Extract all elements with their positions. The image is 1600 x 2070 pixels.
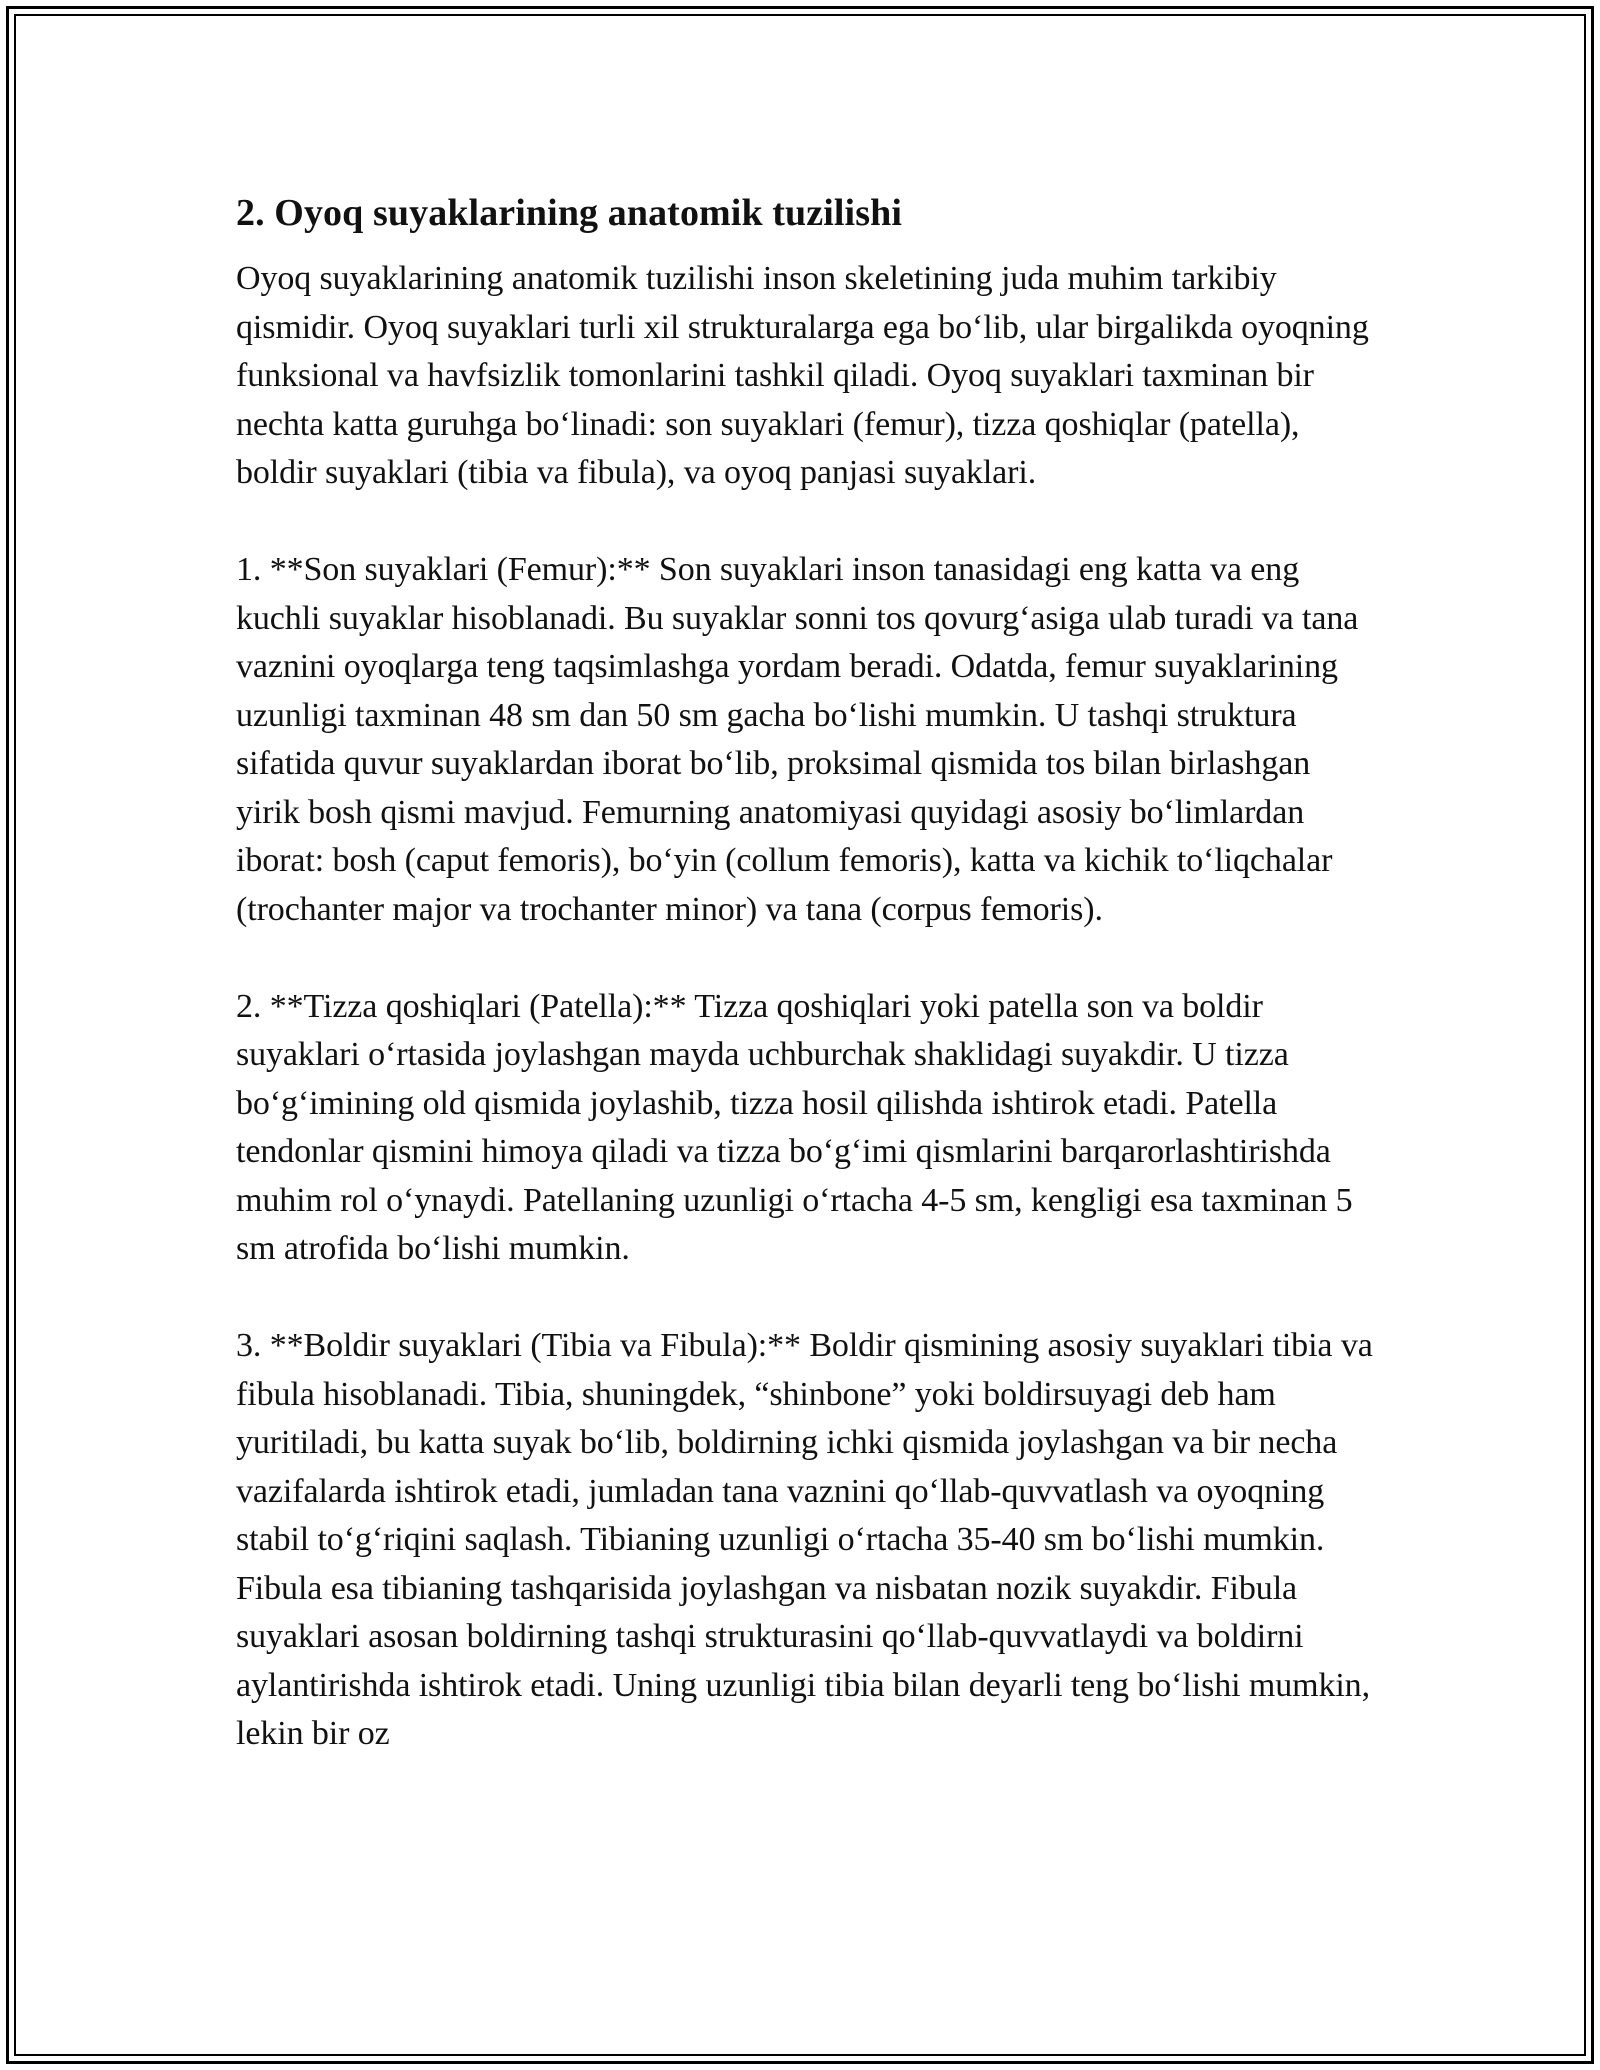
paragraph-intro: Oyoq suyaklarining anatomik tuzilishi inson skeletining juda muhim tarkibiy qismidir. Oyoq suyaklari turli xil strukturalarga ega bo‘lib, ular birgalikda oyoqning funksional va havfsizlik tomonlarini tashkil qiladi. Oyoq suyaklari taxminan bir nechta katta guruhga bo‘linadi: son suyaklari (femur), tizza qoshiqlar (patella), boldir suyaklari (tibia va fibula), va oyoq panjasi suyaklari. [236, 260, 1369, 491]
paragraph-patella: 2. **Tizza qoshiqlari (Patella):** Tizza qoshiqlari yoki patella son va boldir suyaklari o‘rtasida joylashgan mayda uchburchak shaklidagi suyakdir. U tizza bo‘g‘imining old qismida joylashib, tizza hosil qilishda ishtirok etadi. Patella tendonlar qismini himoya qiladi va tizza bo‘g‘imi qismlarini barqarorlashtirishda muhim rol o‘ynaydi. Patellaning uzunligi o‘rtacha 4-5 sm, kengligi esa taxminan 5 sm atrofida bo‘lishi mumkin. [236, 987, 1353, 1267]
document-body [236, 183, 1376, 1807]
paragraph-tibia-fibula: 3. **Boldir suyaklari (Tibia va Fibula):** Boldir qismining asosiy suyaklari tibia va fibula hisoblanadi. Tibia, shuningdek, “shinbone” yoki boldirsuyagi deb ham yuritiladi, bu katta suyak bo‘lib, boldirning ichki qismida joylashgan va bir necha vazifalarda ishtirok etadi, jumladan tana vaznini qo‘llab-quvvatlash va oyoqning stabil to‘g‘riqini saqlash. Tibianing uzunligi o‘rtacha 35-40 sm bo‘lishi mumkin. Fibula esa tibianing tashqarisida joylashgan va nisbatan nozik suyakdir. Fibula suyaklari asosan boldirning tashqi strukturasini qo‘llab-quvvatlaydi va boldirni aylantirishda ishtirok etadi. Uning uzunligi tibia bilan deyarli teng bo‘lishi mumkin, lekin bir oz [236, 1327, 1373, 1752]
section-heading: 2. Oyoq suyaklarining anatomik tuzilishi [236, 192, 902, 234]
paragraph-femur: 1. **Son suyaklari (Femur):** Son suyaklari inson tanasidagi eng katta va eng kuchli suyaklar hisoblanadi. Bu suyaklar sonni tos qovurg‘asiga ulab turadi va tana vaznini oyoqlarga teng taqsimlashga yordam beradi. Odatda, femur suyaklarining uzunligi taxminan 48 sm dan 50 sm gacha bo‘lishi mumkin. U tashqi struktura sifatida quvur suyaklardan iborat bo‘lib, proksimal qismida tos bilan birlashgan yirik bosh qismi mavjud. Femurning anatomiyasi quyidagi asosiy bo‘limlardan iborat: bosh (caput femoris), bo‘yin (collum femoris), katta va kichik to‘liqchalar (trochanter major va trochanter minor) va tana (corpus femoris). [236, 551, 1359, 928]
